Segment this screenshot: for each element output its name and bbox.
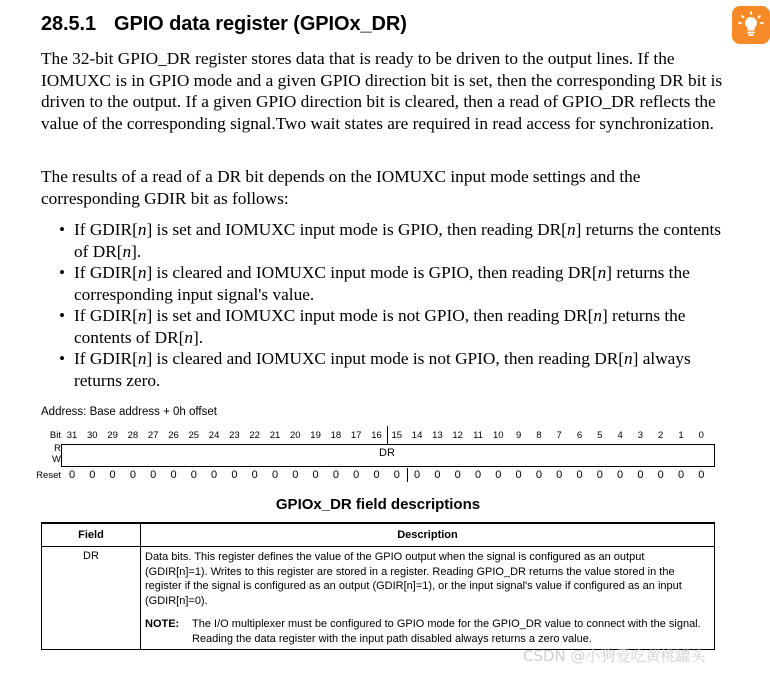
reset-value: 0 (698, 469, 705, 481)
bit-number: 15 (391, 430, 403, 441)
table-header-row (42, 523, 715, 547)
lightbulb-icon[interactable] (732, 6, 770, 44)
bit-number: 10 (493, 430, 504, 441)
note-block (145, 617, 710, 646)
bit-number: 17 (350, 430, 362, 441)
reset-value: 0 (211, 469, 218, 481)
bit-number: 30 (87, 430, 98, 441)
bit-number: 28 (127, 430, 139, 441)
reset-value: 0 (637, 469, 644, 481)
reset-value: 0 (434, 469, 441, 481)
bit-number: 25 (188, 430, 200, 441)
read-behavior-list (41, 219, 731, 391)
bit-number: 4 (617, 430, 623, 441)
reset-value: 0 (474, 469, 482, 481)
bit-number: 6 (576, 430, 583, 441)
bit-number: 0 (698, 430, 704, 441)
reset-value: 0 (251, 469, 258, 481)
reset-value: 0 (596, 469, 603, 481)
reset-value: 0 (677, 469, 685, 481)
field-description-cell (141, 547, 715, 650)
bit-number: 14 (411, 430, 423, 441)
note-label: NOTE: (145, 618, 180, 630)
bit-number: 16 (371, 430, 382, 441)
bit-number: 21 (269, 430, 281, 441)
reset-value: 0 (393, 469, 400, 481)
reset-value: 0 (657, 469, 664, 481)
bit-label: Bit (49, 430, 61, 441)
reset-value: 0 (617, 469, 624, 481)
reset-value: 0 (515, 469, 522, 481)
reset-value: 0 (556, 469, 563, 481)
write-label: W (52, 454, 61, 465)
register-address: Address: Base address + 0h offset (41, 406, 217, 418)
reset-value: 0 (535, 469, 542, 481)
reset-value: 0 (353, 469, 360, 481)
bit-number: 20 (290, 430, 301, 441)
bit-number: 23 (229, 430, 240, 441)
reset-value: 0 (454, 469, 461, 481)
results-paragraph: The results of a read of a DR bit depends on the IOMUXC input mode settings and the corresponding GDIR bit as follows: (41, 167, 641, 208)
watermark: CSDN @小狗爱吃黄桃罐头 (523, 647, 706, 665)
bit-number: 27 (147, 430, 159, 441)
list-item: • If GDIR[n] is cleared and IOMUXC input mode is GPIO, then reading DR[n] returns the corresponding input signal's value. (59, 263, 690, 304)
reset-value: 0 (129, 469, 136, 481)
read-label: R (54, 443, 61, 454)
reset-value: 0 (332, 469, 339, 481)
field-descriptions-table (41, 522, 715, 650)
register-diagram (36, 426, 726, 486)
section-number: 28.5.1 (41, 13, 97, 35)
reset-value: 0 (190, 469, 197, 481)
reset-label: Reset (36, 470, 61, 481)
note-text: The I/O multiplexer must be configured to GPIO mode for the GPIO_DR value to connect with the signal. Reading the data register with the input path disabled always returns a zero value. (192, 618, 701, 645)
bit-number: 22 (249, 430, 260, 441)
bit-number: 9 (515, 430, 522, 441)
reset-value: 0 (109, 469, 116, 481)
reset-value: 0 (414, 469, 421, 481)
bit-number: 5 (597, 430, 603, 441)
section-heading (41, 13, 407, 36)
list-item: • If GDIR[n] is set and IOMUXC input mode is not GPIO, then reading DR[n] returns the contents of DR[n]. (59, 306, 686, 347)
table-title: GPIOx_DR field descriptions (275, 496, 481, 513)
bit-number: 31 (66, 430, 78, 441)
bit-number: 1 (678, 430, 684, 441)
reset-value: 0 (150, 469, 157, 481)
reset-value: 0 (312, 469, 319, 481)
bit-number: 7 (556, 430, 562, 441)
reset-value: 0 (373, 469, 380, 481)
reset-value: 0 (271, 469, 279, 481)
reset-value: 0 (170, 469, 177, 481)
bit-number: 13 (432, 430, 443, 441)
bit-number: 29 (107, 430, 118, 441)
bit-number: 12 (452, 430, 463, 441)
reset-value: 0 (292, 469, 299, 481)
list-item: • If GDIR[n] is set and IOMUXC input mode is GPIO, then reading DR[n] returns the contents of DR[n]. (59, 220, 721, 261)
col-description-header: Description (141, 523, 715, 547)
reset-value: 0 (231, 469, 238, 481)
table-row (42, 547, 715, 650)
reset-value: 0 (495, 469, 502, 481)
description-text: Data bits. This register defines the value of the GPIO output when the signal is configured as an output (GDIR[n]=1). Writes to this register are stored in a register. Reading GPIO_DR returns the value stored in the register if the signal is configured as an output (GDIR[n]=1), or the input signal's value if configured as an input (GDIR[n]=0). (145, 551, 682, 607)
field-name-cell: DR (42, 547, 141, 650)
intro-paragraph: The 32-bit GPIO_DR register stores data that is ready to be driven to the output lines. If the IOMUXC is in GPIO mode and a given GPIO direction bit is set, then the corresponding DR bit is driven to the output. If a given GPIO direction bit is cleared, then a read of GPIO_DR reflects the value of the corresponding signal.Two wait states are required in read access for synchronization. (41, 49, 723, 133)
reset-value: 0 (576, 469, 583, 481)
section-title: GPIO data register (GPIOx_DR) (114, 13, 407, 35)
bit-number: 8 (536, 430, 542, 441)
reset-value: 0 (68, 469, 76, 481)
bit-number: 18 (330, 430, 342, 441)
reset-value: 0 (89, 469, 96, 481)
dr-field-label: DR (379, 447, 395, 459)
bit-number: 24 (208, 430, 220, 441)
list-item: • If GDIR[n] is cleared and IOMUXC input mode is not GPIO, then reading DR[n] always returns zero. (59, 349, 691, 390)
bit-number: 26 (168, 430, 179, 441)
bit-number: 2 (658, 430, 664, 441)
col-field-header: Field (42, 523, 141, 547)
bit-number: 19 (310, 430, 321, 441)
bit-number: 11 (473, 430, 483, 441)
bit-number: 3 (637, 430, 644, 441)
